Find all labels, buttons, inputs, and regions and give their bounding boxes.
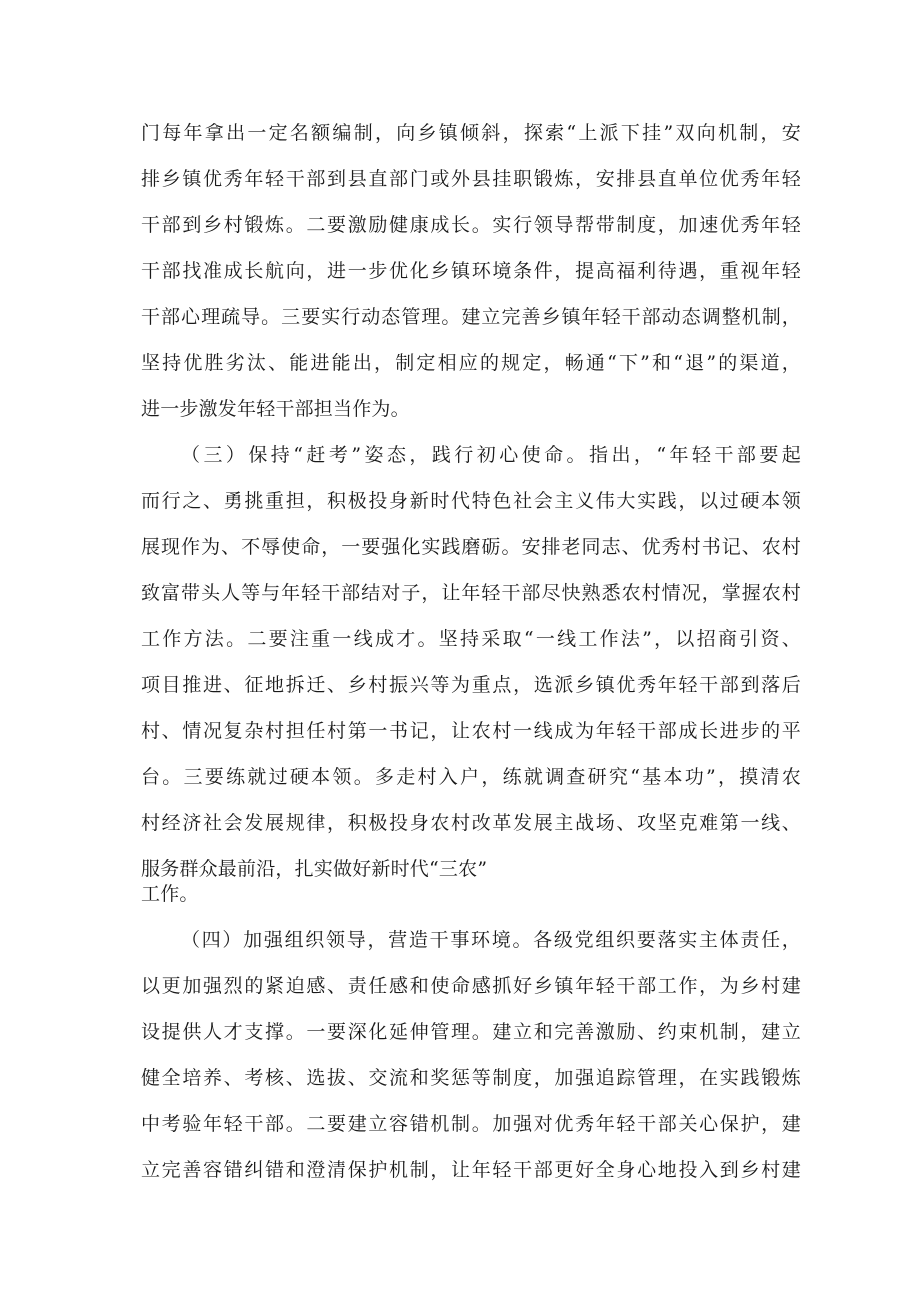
body-text-line: 台。三要练就过硬本领。多走村入户，练就调查研究“基本功”，摸清农 [141, 766, 801, 788]
body-text-line: 干部到乡村锻炼。二要激励健康成长。实行领导帮带制度，加速优秀年轻 [141, 214, 801, 236]
body-text-line: 立完善容错纠错和澄清保护机制，让年轻干部更好全身心地投入到乡村建 [141, 1159, 801, 1181]
section-heading-line: （三）保持“赶考”姿态，践行初心使命。指出，“年轻干部要起 [181, 444, 801, 466]
body-text-line: 进一步激发年轻干部担当作为。 [141, 398, 410, 420]
body-text-line: 设提供人才支撑。一要深化延伸管理。建立和完善激励、约束机制，建立 [141, 1021, 801, 1043]
body-text-line: 展现作为、不辱使命，一要强化实践磨砺。安排老同志、优秀村书记、农村 [141, 536, 801, 558]
body-text-line: 中考验年轻干部。二要建立容错机制。加强对优秀年轻干部关心保护，建 [141, 1113, 801, 1135]
body-text-line: 村、情况复杂村担任村第一书记，让农村一线成为年轻干部成长进步的平 [141, 720, 801, 742]
body-text-line: 坚持优胜劣汰、能进能出，制定相应的规定，畅通“下”和“退”的渠道， [141, 352, 801, 374]
body-text-line: 干部找准成长航向，进一步优化乡镇环境条件，提高福利待遇，重视年轻 [141, 260, 801, 282]
body-text-line: 工作方法。二要注重一线成才。坚持采取“一线工作法”，以招商引资、 [141, 628, 801, 650]
body-text-line: 致富带头人等与年轻干部结对子，让年轻干部尽快熟悉农村情况，掌握农村 [141, 582, 801, 604]
body-text-line: 村经济社会发展规律，积极投身农村改革发展主战场、攻坚克难第一线、 [141, 812, 801, 834]
body-text-line: 以更加强烈的紧迫感、责任感和使命感抓好乡镇年轻干部工作，为乡村建 [141, 975, 801, 997]
body-text-line: 门每年拿出一定名额编制，向乡镇倾斜，探索“上派下挂”双向机制，安 [141, 122, 801, 144]
body-text-line: 健全培养、考核、选拔、交流和奖惩等制度，加强追踪管理，在实践锻炼 [141, 1067, 801, 1089]
body-text-line: 而行之、勇挑重担，积极投身新时代特色社会主义伟大实践，以过硬本领 [141, 490, 801, 512]
body-text-line: 排乡镇优秀年轻干部到县直部门或外县挂职锻炼，安排县直单位优秀年轻 [141, 168, 801, 190]
section-heading-line: （四）加强组织领导，营造干事环境。各级党组织要落实主体责任， [181, 929, 801, 951]
body-text-line: 服务群众最前沿，扎实做好新时代“三农” [141, 858, 488, 880]
body-text-line: 项目推进、征地拆迁、乡村振兴等为重点，选派乡镇优秀年轻干部到落后 [141, 674, 801, 696]
body-text-line: 干部心理疏导。三要实行动态管理。建立完善乡镇年轻干部动态调整机制， [141, 306, 801, 328]
body-text-line: 工作。 [141, 883, 199, 905]
